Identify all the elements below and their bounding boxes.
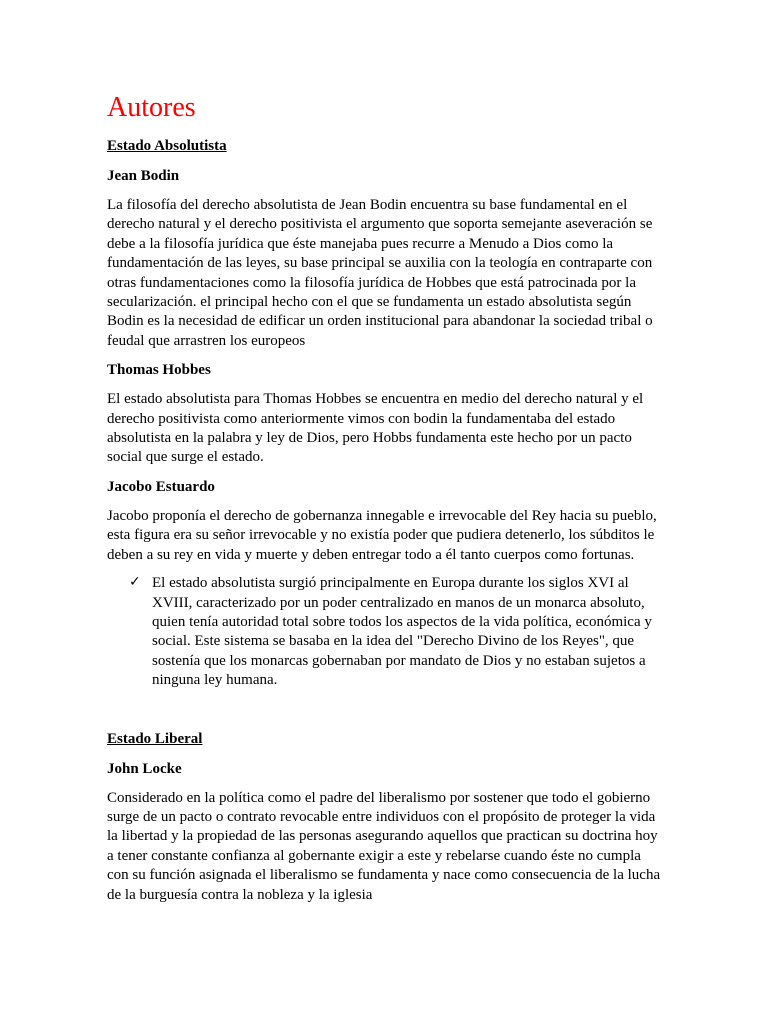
section-heading-estado-absolutista: Estado Absolutista	[107, 138, 227, 154]
paragraph-john-locke: Considerado en la política como el padre del liberalismo por sostener que todo el gobierno surge de un pacto o contrato revocable entre individuos con el propósito de proteger la vida la libertad y la propiedad de las personas asegurando aquellos que practican su doctrina hoy a tener constante confianza al gobernante exigir a este y rebelarse cuando éste no cumpla con su función asignada el liberalismo se fundamenta y nace como consecuencia de la lucha de la burguesía contra la nobleza y la iglesia	[107, 789, 661, 903]
spacer	[107, 691, 663, 729]
paragraph-jean-bodin: La filosofía del derecho absolutista de Jean Bodin encuentra su base fundamental en el derecho natural y el derecho positivista el argumento que soporta semejante aseveración se debe a la filosofía jurídica que éste manejaba pues recurre a Menudo a Dios como la fundamentación de las leyes, su base principal se auxilia con la teología en contraparte con otras fundamentaciones como la filosofía jurídica de Hobbes que está patrocinada por la secularización. el principal hecho con el que se fundamenta un estado absolutista según Bodin es la necesidad de edificar un orden institucional para abandonar la sociedad tribal o feudal que arrastren los europeos	[107, 197, 653, 349]
document-page	[107, 88, 663, 914]
author-heading-jacobo-estuardo: Jacobo Estuardo	[107, 478, 215, 495]
author-heading-jean-bodin: Jean Bodin	[107, 168, 180, 184]
author-heading-john-locke: John Locke	[107, 760, 182, 777]
list-item	[107, 574, 663, 690]
check-list	[107, 574, 663, 690]
paragraph-jacobo-estuardo: Jacobo proponía el derecho de gobernanza innegable e irrevocable del Rey hacia su pueblo, esta figura era su señor irrevocable y no existía poder que pudiera detenerlo, los súbditos le deben a su rey en vida y muerte y deben entregar todo a él tanto cuerpos como fortunas.	[107, 507, 657, 563]
list-item-text: El estado absolutista surgió principalmente en Europa durante los siglos XVI al XVIII, caracterizado por un poder centralizado en manos de un monarca absoluto, quien tenía autoridad total sobre todos los aspectos de la vida política, económica y social. Este sistema se basaba en la idea del "Derecho Divino de los Reyes", que sostenía que los monarcas gobernaban por mandato de Dios y no estaban sujetos a ninguna ley humana.	[152, 575, 652, 689]
checkmark-icon: ✓	[129, 574, 141, 591]
paragraph-thomas-hobbes: El estado absolutista para Thomas Hobbes se encuentra en medio del derecho natural y el derecho positivista como anteriormente vimos con bodin la fundamentaba del estado absolutista en la palabra y ley de Dios, pero Hobbs fundamenta este hecho por un pacto social que surge el estado.	[107, 391, 644, 466]
author-heading-thomas-hobbes: Thomas Hobbes	[107, 362, 211, 379]
section-heading-estado-liberal: Estado Liberal	[107, 730, 203, 747]
page-title: Autores	[107, 92, 196, 123]
